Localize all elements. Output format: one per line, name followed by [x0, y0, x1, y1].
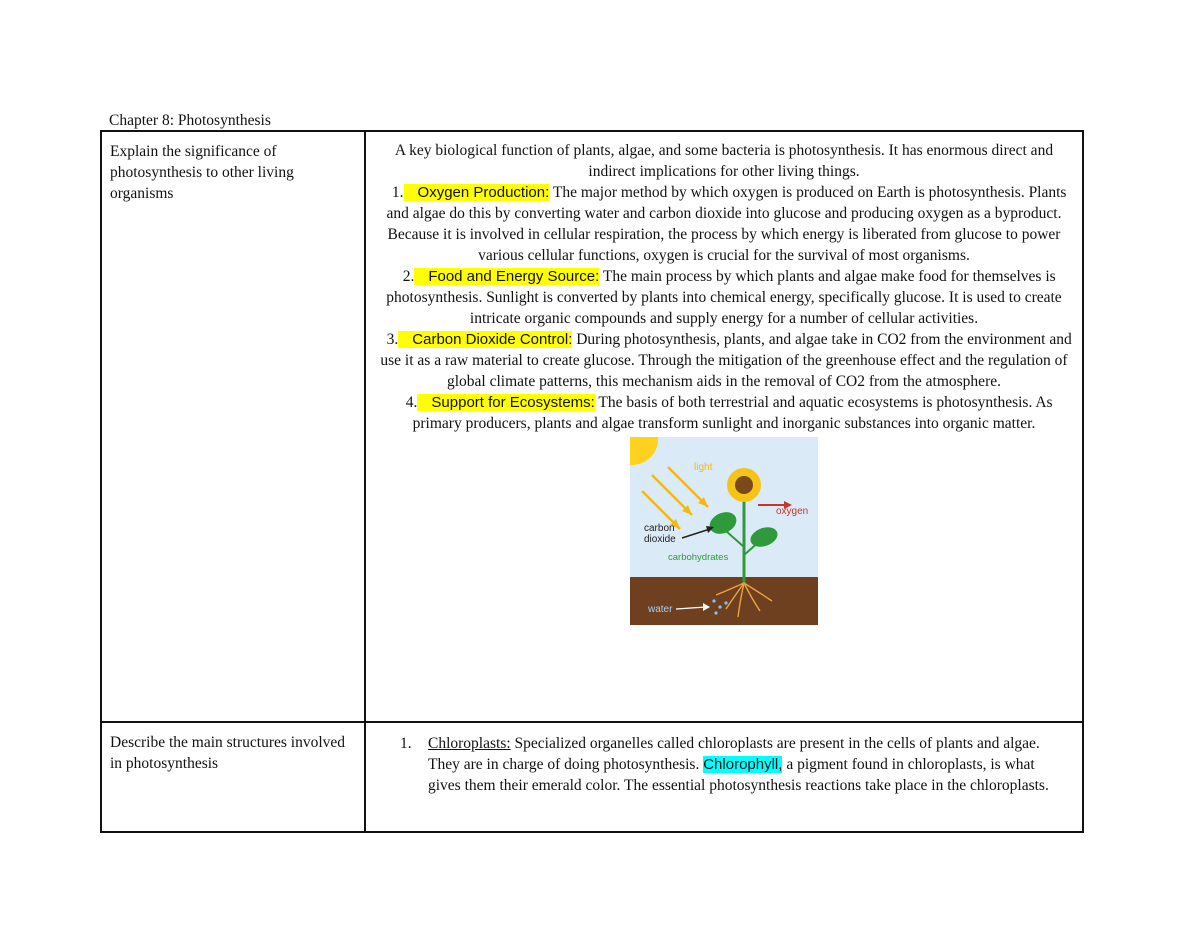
- list-text: The main process by which plants and algae make food for themselves is photosynthesis. Sunlight is converted by plants into chemical energy, specifically glucose. It is used to create intricate organic compounds and supply energy for a number of cellular activities.: [386, 268, 1062, 327]
- list-number: 1.: [391, 184, 404, 201]
- carbon-label: carbon: [644, 523, 675, 534]
- answer-cell: [365, 131, 1083, 722]
- answer-intro: A key biological function of plants, algae, and some bacteria is photosynthesis. It has enormous direct and indirect implications for other living things.: [394, 142, 1054, 180]
- significance-list: [376, 182, 1072, 434]
- list-item: [400, 733, 1070, 796]
- worksheet-table: [100, 130, 1084, 833]
- carbohydrates-label: carbohydrates: [668, 552, 729, 563]
- list-body: [428, 733, 1070, 796]
- question-cell: [101, 722, 365, 832]
- list-heading-highlight: Carbon Dioxide Control:: [398, 331, 572, 348]
- light-label: light: [694, 462, 713, 473]
- soil-ground: [630, 577, 818, 625]
- list-text: The basis of both terrestrial and aquatic ecosystems is photosynthesis. As primary producers, plants and algae transform sunlight and inorganic substances into organic matter.: [412, 394, 1053, 432]
- list-item: [376, 392, 1072, 434]
- sunflower-center: [735, 476, 753, 494]
- question-text: Explain the significance of photosynthesis to other living organisms: [110, 143, 294, 202]
- photosynthesis-illustration: [630, 437, 818, 625]
- list-text: a pigment found in chloroplasts, is what gives them their emerald color. The essential photosynthesis reactions take place in the chloroplasts.: [428, 756, 1049, 794]
- list-number: 4.: [405, 394, 418, 411]
- photosynthesis-diagram: [630, 437, 818, 625]
- list-text: Specialized organelles called chloroplasts are present in the cells of plants and algae. They are in charge of doing photosynthesis.: [428, 735, 1040, 773]
- list-item: [376, 266, 1072, 329]
- list-item: [376, 329, 1072, 392]
- list-text: During photosynthesis, plants, and algae take in CO2 from the environment and use it as a raw material to create glucose. Through the mitigation of the greenhouse effect and the regulation of global climate patterns, this mechanism aids in the removal of CO2 from the atmosphere.: [380, 331, 1072, 390]
- dioxide-label: dioxide: [644, 534, 676, 545]
- water-label: water: [648, 604, 673, 615]
- chlorophyll-highlight: Chlorophyll,: [703, 756, 783, 773]
- table-row: [101, 131, 1083, 722]
- answer-cell: [365, 722, 1083, 832]
- list-heading-highlight: Support for Ecosystems:: [417, 394, 594, 411]
- list-heading-highlight: Food and Energy Source:: [414, 268, 599, 285]
- table-row: [101, 722, 1083, 832]
- list-heading-underlined: Chloroplasts:: [428, 735, 511, 752]
- list-number: 2.: [402, 268, 415, 285]
- question-text: Describe the main structures involved in photosynthesis: [110, 734, 346, 772]
- list-number: 3.: [386, 331, 399, 348]
- sunflower-head: [727, 468, 761, 502]
- question-cell: [101, 131, 365, 722]
- oxygen-label: oxygen: [776, 506, 809, 517]
- list-text: The major method by which oxygen is produced on Earth is photosynthesis. Plants and algae do this by converting water and carbon dioxide into glucose and producing oxygen as a byproduct. Because it is involved in cellular respiration, the process by which energy is liberated from glucose to power various cellular functions, oxygen is crucial for the survival of most organisms.: [386, 184, 1067, 264]
- page-title: Chapter 8: Photosynthesis: [109, 112, 271, 129]
- list-heading-highlight: Oxygen Production:: [404, 184, 550, 201]
- list-item: [376, 182, 1072, 266]
- list-number: 1.: [400, 735, 412, 752]
